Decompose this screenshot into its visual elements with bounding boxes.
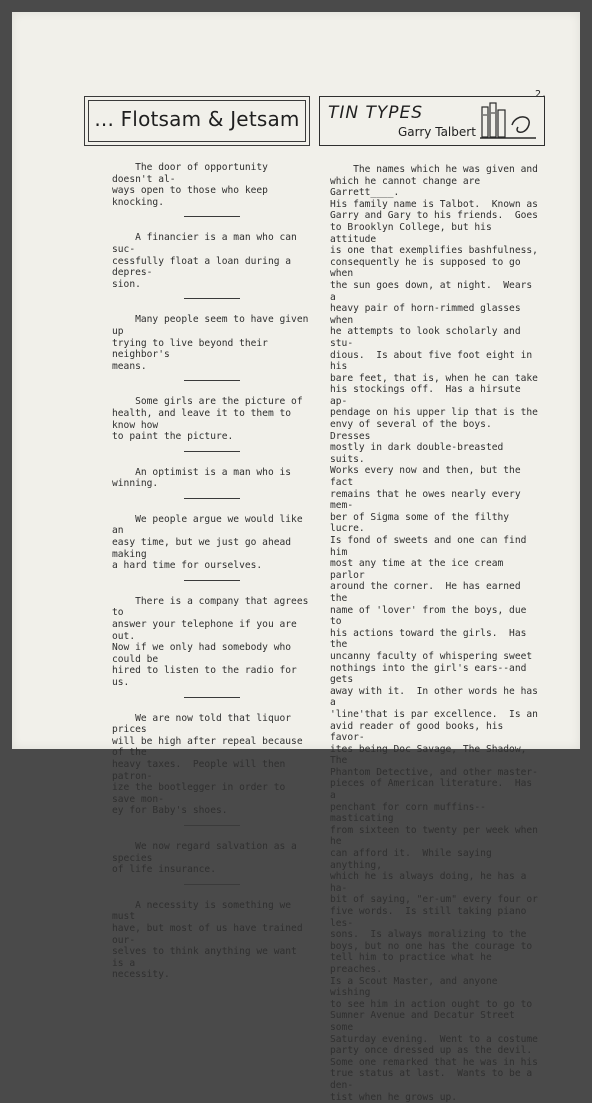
quip-paragraph: A necessity is something we must have, but most of us have trained our- selves to think anything we want is a necessity. xyxy=(112,899,303,981)
quip-paragraph: We are now told that liquor prices will be high after repeal because of the heavy taxes. People will then patron- ize the bootlegger in order to save mon- ey for Baby's shoes. xyxy=(112,712,303,817)
flotsam-jetsam-title: ... Flotsam & Jetsam xyxy=(94,107,300,131)
quip-paragraph: We now regard salvation as a species of life insurance. xyxy=(112,840,297,876)
quip-paragraph: Many people seem to have given up trying to live beyond their neighbor's means. xyxy=(112,314,309,372)
divider xyxy=(184,697,240,698)
quip-paragraph: There is a company that agrees to answer your telephone if you are out. Now if we only had somebody who could be hired to listen to the radio for us. xyxy=(112,595,309,688)
divider xyxy=(184,380,240,381)
quip-paragraph: A financier is a man who can suc- cessfully float a loan during a depres- sion. xyxy=(112,232,297,290)
divider xyxy=(184,580,240,581)
flotsam-jetsam-banner xyxy=(84,96,310,146)
divider xyxy=(184,825,240,826)
flotsam-jetsam-column xyxy=(112,162,312,989)
quip-paragraph: We people argue we would like an easy time, but we just go ahead making a hard time for ourselves. xyxy=(112,513,303,572)
divider xyxy=(184,298,240,299)
divider xyxy=(184,451,240,452)
tin-types-title: TIN TYPES xyxy=(328,103,424,123)
quip-paragraph: The door of opportunity doesn't al- ways open to those who keep knocking. xyxy=(112,162,268,208)
divider xyxy=(184,216,240,217)
document-page xyxy=(12,12,580,1103)
tin-types-banner xyxy=(319,96,545,146)
divider xyxy=(184,884,240,885)
tin-types-column: The names which he was given and which he cannot change are Garrett____. His family name is Talbot. Known as Garry and Gary to his friends. Goes to Brooklyn College, but his attitude is one that exemplifies bashfulness, consequently he is supposed to go when the sun goes down, at night. Wears a heavy pair of horn-rimmed glasses when he attempts to look scholarly and stu- dious. Is about five foot eight in his bare feet, that is, when he can take his stockings off. Has a hirsute ap- pendage on his upper lip that is the envy of several of the boys. Dresses mostly in dark double-breasted suits. Works every now and then, but the fact remains that he owes nearly every mem- ber of Sigma some of the filthy lucre. Is fond of sweets and one can find him most any time at the ice cream parlor around the corner. He has earned the name of 'lover' from the boys, due to his actions toward the girls. Has the uncanny faculty of whispering sweet nothings into the girl's ears--and gets away with it. In other words he has a 'line'that is par excellence. Is an avid reader of good books, his favor- ites being Doc Savage, The Shadow, The Phantom Detective, and other master- pieces of American literature. Has a penchant for corn muffins--masticating from sixteen to twenty per week when he can afford it. While saying anything, which he is always doing, he has a ha- bit of saying, "er-um" every four or five words. Is still taking piano les- sons. Is always moralizing to the boys, but no one has the courage to tell him to practice what he preaches. Is a Scout Master, and anyone wishing to see him in action ought to go to Sumner Avenue and Decatur Street some Saturday evening. Went to a costume party once dressed up as the devil. Some one remarked that he was in his true status at last. Wants to be a den- tist when he grows up. xyxy=(330,164,538,1103)
divider xyxy=(184,498,240,499)
books-ornament-icon xyxy=(478,101,538,141)
quip-paragraph: Some girls are the picture of health, and leave it to them to know how to paint the picture. xyxy=(112,396,303,443)
tin-types-author: Garry Talbert xyxy=(398,125,476,139)
quip-paragraph: An optimist is a man who is winning. xyxy=(112,466,297,490)
page-number: 2. xyxy=(535,89,548,100)
